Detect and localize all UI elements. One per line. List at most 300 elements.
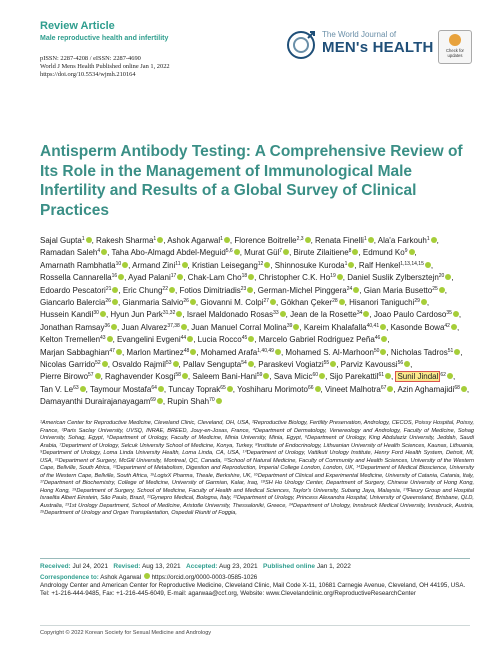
author-affiliation-ref: 20 <box>438 273 445 280</box>
accepted-date: Aug 23, 2021 <box>218 563 258 570</box>
author-affiliation-ref: 26 <box>105 298 111 305</box>
author-affiliation-ref: 4 <box>97 248 101 255</box>
orcid-icon[interactable] <box>305 237 311 243</box>
orcid-icon[interactable] <box>447 373 453 379</box>
published-date: Jan 1, 2022 <box>316 563 351 570</box>
orcid-icon[interactable] <box>280 311 286 317</box>
correspondence-name: Ashok Agarwal <box>100 574 142 581</box>
author-name: Yoshiharu Morimoto <box>237 384 308 394</box>
author-affiliation-ref: 60 <box>312 372 319 379</box>
author-affiliation-ref: 30 <box>93 310 99 317</box>
author-name: Eric Chung <box>122 285 163 295</box>
author-affiliation-ref: 1 <box>363 236 367 242</box>
author <box>275 261 355 270</box>
author <box>294 248 359 257</box>
orcid-icon[interactable] <box>112 287 118 293</box>
author <box>126 348 196 357</box>
published-label: Published online <box>263 563 316 570</box>
journal-line: World J Mens Health Published online Jan 1, 2022 <box>40 63 170 70</box>
orcid-icon[interactable] <box>190 349 196 355</box>
orcid-icon[interactable] <box>101 249 107 255</box>
orcid-icon[interactable] <box>454 349 460 355</box>
author-name: Rakesh Sharma <box>96 236 154 245</box>
author <box>40 348 122 357</box>
logo-top-text: The World Journal of <box>322 30 397 39</box>
orcid-icon[interactable] <box>169 287 175 293</box>
author-affiliation-ref: 40,41 <box>366 322 380 329</box>
author <box>168 385 233 394</box>
accepted-label: Accepted: <box>186 563 218 570</box>
author <box>290 310 369 319</box>
author <box>378 236 437 245</box>
author-name: Gianmaria Salvio <box>122 298 184 308</box>
author-affiliation-ref: 55 <box>323 360 330 367</box>
orcid-icon[interactable] <box>283 249 289 255</box>
author-affiliation-ref: 45 <box>241 335 248 342</box>
author-affiliation-ref: 33 <box>273 310 279 317</box>
orcid-icon[interactable] <box>445 274 451 280</box>
author <box>40 360 108 369</box>
author-name: Giovanni M. Colpi <box>200 298 264 308</box>
author-name: Vineet Malhotra <box>324 384 381 394</box>
author-name: Juan Alvarez <box>121 322 168 332</box>
author-affiliation-ref: 59 <box>256 372 263 379</box>
author-affiliation-ref: 10 <box>115 260 122 267</box>
journal-logo <box>286 30 434 64</box>
author-name: Ayad Palani <box>128 273 171 283</box>
author <box>341 360 410 369</box>
article-type: Review Article <box>40 20 115 32</box>
orcid-icon[interactable] <box>177 274 183 280</box>
orcid-icon[interactable] <box>352 249 358 255</box>
author-name: Kristian Leisegang <box>191 260 258 270</box>
author <box>167 397 221 406</box>
author-affiliation-ref: 29 <box>414 298 420 305</box>
author <box>259 335 388 344</box>
author <box>274 372 325 381</box>
orcid-icon[interactable] <box>363 311 369 317</box>
author <box>117 335 193 344</box>
author-affiliation-ref: 62 <box>440 372 446 379</box>
author-name: Nicholas Tadros <box>390 347 448 357</box>
author-name: Murat Gül <box>244 248 280 258</box>
article-header <box>40 0 470 100</box>
author-name: Raghavender Kosgi <box>105 372 176 382</box>
orcid-icon[interactable] <box>181 324 187 330</box>
orcid-icon[interactable] <box>453 311 459 317</box>
author-name: Chak-Lam Cho <box>187 273 242 283</box>
orcid-icon[interactable] <box>339 299 345 305</box>
orcid-icon[interactable] <box>158 386 164 392</box>
author <box>304 323 386 332</box>
author <box>110 310 182 319</box>
orcid-icon[interactable] <box>234 249 240 255</box>
author <box>40 273 124 282</box>
author-name: Sajal Gupta <box>40 236 82 245</box>
author-name: Amarnath Rambhatla <box>40 260 116 270</box>
author-affiliation-ref: 1 <box>426 236 430 242</box>
orcid-icon[interactable] <box>86 237 92 243</box>
author-name: Kelton Tremellen <box>40 335 101 345</box>
author-affiliation-ref: 1,13,14,15 <box>400 260 424 267</box>
orcid-icon[interactable] <box>190 299 196 305</box>
author-affiliation-ref: 54 <box>241 360 247 367</box>
author <box>40 372 101 381</box>
article-title: Antisperm Antibody Testing: A Comprehensive Review of Its Role in the Management of Immunological Male Infertility and Results of a Global Survey of Clinical Practices <box>40 143 463 219</box>
author-name: Hussein Kandil <box>40 310 94 320</box>
author-name: Renata Finelli <box>315 236 364 245</box>
author-affiliation-ref: 48 <box>183 347 190 354</box>
orcid-icon[interactable] <box>451 324 457 330</box>
orcid-icon[interactable] <box>264 262 270 268</box>
author-name: Daniel Suslik Zylbersztejn <box>347 273 439 283</box>
correspondence <box>40 573 470 598</box>
author-affiliation-ref: 64 <box>151 384 157 391</box>
author <box>112 360 178 369</box>
author <box>192 261 270 270</box>
author <box>40 298 118 307</box>
orcid-icon[interactable] <box>107 336 113 342</box>
orcid-icon[interactable] <box>425 262 431 268</box>
author-affiliation-ref: 7 <box>279 248 283 255</box>
author-name: Tan V. Le <box>40 384 74 394</box>
author <box>397 385 466 394</box>
orcid-icon[interactable] <box>100 311 106 317</box>
author-name: Kareim Khalafalla <box>303 322 367 332</box>
author-name: Armand Zini <box>132 260 176 270</box>
author <box>234 236 310 245</box>
author <box>259 273 343 282</box>
orcid-icon[interactable] <box>224 237 230 243</box>
author-affiliation-ref: 35 <box>446 310 452 317</box>
journal-logo-icon <box>286 30 316 60</box>
author <box>391 348 460 357</box>
author-affiliation-ref: 34 <box>356 310 363 317</box>
copyright-divider <box>40 625 470 626</box>
orcid-icon[interactable] <box>293 324 299 330</box>
author-name: Taha Abo-Almagd Abdel-Meguid <box>111 248 226 258</box>
author <box>188 273 254 282</box>
author <box>258 360 336 369</box>
author-name: Florence Boitrelle <box>234 236 297 245</box>
author <box>330 372 391 381</box>
orcid-icon[interactable] <box>337 274 343 280</box>
author <box>40 397 163 406</box>
author-affiliation-ref: 52 <box>95 360 101 367</box>
author-name: Fotios Dimitriadis <box>179 285 241 295</box>
author-affiliation-ref: 1 <box>81 236 85 242</box>
author <box>349 298 427 307</box>
orcid-icon[interactable] <box>421 299 427 305</box>
author <box>123 286 175 295</box>
author <box>285 348 386 357</box>
orcid-icon[interactable] <box>353 287 359 293</box>
author-affiliation-ref: 25 <box>432 285 438 292</box>
author <box>244 248 289 257</box>
author <box>40 286 118 295</box>
badge-text: Check for updates <box>446 48 464 58</box>
author <box>96 236 163 245</box>
orcid-icon[interactable] <box>187 336 193 342</box>
author-affiliation-ref: 26 <box>183 298 189 305</box>
author-affiliation-ref: 67 <box>380 384 387 391</box>
orcid-icon[interactable] <box>95 373 101 379</box>
author-affiliation-ref: 2,3 <box>296 236 304 242</box>
author-name: Rupin Shah <box>167 397 210 407</box>
author-name: Birute Zilaitiene <box>293 248 349 258</box>
author <box>237 385 320 394</box>
orcid-icon[interactable] <box>270 299 276 305</box>
author <box>40 323 117 332</box>
author-affiliation-ref: 39 <box>286 322 293 329</box>
author <box>374 310 459 319</box>
author-affiliation-ref: 63 <box>73 384 79 391</box>
author-name: Sunil Jindal <box>397 372 439 382</box>
author-affiliation-ref: 9 <box>404 248 408 255</box>
author-name: Sijo Parekattil <box>329 372 379 382</box>
author <box>105 372 188 381</box>
author <box>187 310 286 319</box>
affiliations: ¹American Center for Reproductive Medicine, Cleveland Clinic, Cleveland, OH, USA, ²Reproductive Biology, Fertility Preservation, Andrology, CECOS, Poissy Hospital, Poissy, France, ³Paris Saclay University, UVSQ, INRAE, BREED, Jouy-en-Josas, France, ⁴Department of Dermatology, Venereology and Andrology, Faculty of Medicine, Sohag University, Sohag, Egypt, ⁵Department of Urology, Faculty of Medicine, Minia University, Minia, Egypt, ⁶Department of Urology, King Abdulaziz University, Jeddah, Saudi Arabia, ⁷Department of Urology, Selcuk University School of Medicine, Konya, Turkey, ⁸Institute of Endocrinology, Lithuanian University of Health Sciences, Kaunas, Lithuania, ⁹Department of Urology, Loma Linda University Health, Loma Linda, CA, USA, ¹⁰Department of Urology, Vattikuti Urology Institute, Henry Ford Health System, Detroit, MI, USA, ¹¹Department of Surgery, McGill University, Montreal, QC, Canada, ¹²School of Natural Medicine, Faculty of Community and Health Sciences, University of the Western Cape, Bellville, South Africa, ¹³Department of Metabolism, Digestion and Reproduction, Imperial College London, London, UK, ¹⁴Department of Medical Bioscience, University of the Western Cape, Bellville, South Africa, ¹⁵LogixX Pharma, Theale, Berkshire, UK, ¹⁶Department of Clinical and Experimental Medicine, University of Catania, Catania, Italy, ¹⁷Department of Biochemistry, College of Medicine, University of Garmian, Kalar, Iraq, ¹⁸SH Ho Urology Center, Department of Surgery, Chinese University of Hong Kong, Hong Kong, ¹⁹Department of Surgery, School of Medicine, Faculty of Health and Medical Sciences, Taylor's University, Subang Jaya, Malaysia, ²⁰Fleury Group and Hospital Israelita Albert Einstein, São Paulo, Brazil, ²¹Gynepro Medical, Bologna, Italy, ²²Department of Urology, Princess Alexandra Hospital, University of Queensland, Brisbane, QLD, Australia, ²³1st Urology Department, School of Medicine, Aristotle University, Thessaloniki, Greece, ²⁴Department of Urology, Innsbruck Medical University, Innsbruck, Austria, ²⁵Department of Urology and Organ Transplantation, Ospedali Riuniti of Foggia, <box>40 420 474 516</box>
author-name: Shinnosuke Kuroda <box>274 260 345 270</box>
orcid-icon[interactable] <box>380 324 386 330</box>
author-name: Sava Micic <box>273 372 313 382</box>
orcid-icon[interactable] <box>247 287 253 293</box>
author-name: Mohamed Arafa <box>200 347 258 357</box>
author-name: Jonathan Ramsay <box>40 322 105 332</box>
author <box>122 298 195 307</box>
author-name: Gian Maria Busetto <box>363 285 433 295</box>
orcid-icon[interactable] <box>157 398 163 404</box>
correspondence-orcid[interactable]: https://orcid.org/0000-0003-0585-1026 <box>151 574 258 581</box>
author-affiliation-ref: 12 <box>257 260 264 267</box>
author <box>200 298 276 307</box>
author <box>315 236 374 245</box>
orcid-icon[interactable] <box>102 361 108 367</box>
article-page <box>40 0 474 636</box>
author <box>201 348 281 357</box>
author-affiliation-ref: 21 <box>105 285 112 292</box>
received-date: Jul 24, 2021 <box>72 563 108 570</box>
author <box>128 273 183 282</box>
author <box>258 286 360 295</box>
author-list: Sajal Gupta$^1$ , Rakesh Sharma$^1$ , Ashok Agarwal$^1$ , Florence Boitrelle$^{2,3}$ , Renata Finelli$^1$ , Ala'a Farkouh$^1$ , Ramadan Saleh$^4$ , Taha Abo-Almagd Abdel-Meguid$^{5,6}$ , Murat Gül$^7$ , Birute Zilaitiene$^8$ , Edmund Ko$^9$ , Amarnath Rambhatla$^{10}$ , Armand Zini$^{11}$ , Kristian Leisegang$^{12}$ , Shinnosuke Kuroda$^1$ , Ralf Henkel$^{1,13,14,15}$ , Rossella Cannarella$^{16}$ , Ayad Palani$^{17}$ , Chak-Lam Cho$^{18}$ , Christopher C.K. Ho$^{19}$ , Daniel Suslik Zylbersztejn$^{20}$ , Edoardo Pescatori$^{21}$ , Eric Chung$^{22}$ , Fotios Dimitriadis$^{23}$ , German-Michel Pinggera$^{24}$ , Gian Maria Busetto$^{25}$ , Giancarlo Balercia$^{26}$ , Gianmaria Salvio$^{26}$ , Giovanni M. Colpi$^{27}$ , Gökhan Çeker$^{28}$ , Hisanori Taniguchi$^{29}$ , Hussein Kandil$^{30}$ , Hyun Jun Park$^{31,32}$ , Israel Maldonado Rosas$^{33}$ , Jean de la Rosette$^{34}$ , Joao Paulo Cardoso$^{35}$ , Jonathan Ramsay$^{36}$ , Juan Alvarez$^{37,38}$ , Juan Manuel Corral Molina$^{39}$ , Kareim Khalafalla$^{40,41}$ , Kasonde Bowa$^{42}$ , Kelton Tremellen$^{43}$ , Evangelini Evgeni$^{44}$ , Lucia Rocco$^{45}$ , Marcelo Gabriel Rodriguez Peña$^{46}$ , Marjan Sabbaghian$^{47}$ , Marlon Martinez$^{48}$ , Mohamed Arafa$^{1,40,49}$ , Mohamed S. Al-Marhoon$^{50}$ , Nicholas Tadros$^{51}$ , Nicolas Garrido$^{52}$ , Osvaldo Rajmil$^{53}$ , Pallav Sengupta$^{54}$ , Paraskevi Vogiatzi$^{55}$ , Parviz Kavoussi$^{56}$ , Pierre Birowo$^{57}$ , Raghavender Kosgi$^{58}$ , Saleem Bani-Hani$^{59}$ , Sava Micic$^{60}$ , Sijo Parekattil$^{61}$ , Sunil Jindal $^{62}$ , Tan V. Le$^{63}$ , Taymour Mostafa$^{64}$ , Tuncay Toprak$^{65}$ , Yoshiharu Morimoto$^{66}$ , Vineet Malhotra$^{67}$ , Azin Aghamajidi$^{68}$ , Damayanthi Durairajanayagam$^{69}$ , Rupin Shah$^{70}$ <box>40 236 470 407</box>
author-name: Giancarlo Balercia <box>40 298 106 308</box>
orcid-icon[interactable] <box>439 287 445 293</box>
author-name: Edoardo Pescatori <box>40 285 106 295</box>
author-affiliation-ref: 1 <box>344 260 348 267</box>
author-name: Nicolas Garrido <box>40 360 96 370</box>
author-name: Lucia Rocco <box>197 335 242 345</box>
author-affiliation-ref: 57 <box>88 372 94 379</box>
author <box>359 261 431 270</box>
received-label: Received: <box>40 563 71 570</box>
author-affiliation-ref: 70 <box>209 397 215 404</box>
orcid-icon[interactable] <box>112 299 118 305</box>
orcid-icon[interactable] <box>227 386 233 392</box>
update-check-icon <box>449 34 461 46</box>
orcid-icon[interactable] <box>315 386 321 392</box>
orcid-icon[interactable] <box>409 249 415 255</box>
author <box>90 385 164 394</box>
orcid-icon[interactable] <box>80 386 86 392</box>
author <box>40 310 106 319</box>
orcid-icon[interactable] <box>381 336 387 342</box>
author-name: Tuncay Toprak <box>168 384 221 394</box>
orcid-icon[interactable] <box>173 361 179 367</box>
author-name: German-Michel Pinggera <box>257 285 347 295</box>
author-name: Gökhan Çeker <box>280 298 333 308</box>
author-name: Ashok Agarwal <box>167 236 221 245</box>
orcid-icon[interactable] <box>176 311 182 317</box>
author-affiliation-ref: 19 <box>330 273 336 280</box>
author-name: Azin Aghamajidi <box>397 384 455 394</box>
orcid-icon[interactable] <box>116 349 122 355</box>
author <box>40 248 107 257</box>
author-name: Evangelini Evgeni <box>117 335 181 345</box>
author-name: Pallav Sengupta <box>182 360 242 370</box>
author-affiliation-ref: 37,38 <box>167 322 180 329</box>
footer-divider <box>40 558 470 559</box>
orcid-icon[interactable] <box>263 373 269 379</box>
author-name: Ramadan Saleh <box>40 248 98 258</box>
author-name: Mohamed S. Al-Marhoon <box>285 347 374 357</box>
author-name: Joao Paulo Cardoso <box>373 310 447 320</box>
author-name: Rossella Cannarella <box>40 273 112 283</box>
author-affiliation-ref: 18 <box>241 273 248 280</box>
orcid-icon[interactable] <box>275 349 281 355</box>
author <box>132 261 187 270</box>
author-name: Jean de la Rosette <box>290 310 357 320</box>
article-dates <box>40 563 351 570</box>
correspondence-label: Correspondence to: <box>40 574 99 581</box>
author <box>192 372 269 381</box>
author-name: Pierre Birowo <box>40 372 89 382</box>
author <box>325 385 393 394</box>
author-affiliation-ref: 24 <box>346 285 353 292</box>
author-name: Israel Maldonado Rosas <box>186 310 274 320</box>
author-affiliation-ref: 28 <box>332 298 338 305</box>
author-affiliation-ref: 8 <box>348 248 352 255</box>
author-name: Kasonde Bowa <box>390 322 445 332</box>
author-affiliation-ref: 69 <box>150 397 156 404</box>
copyright: Copyright © 2022 Korean Society for Sexual Medicine and Andrology <box>40 630 212 636</box>
author <box>111 248 239 257</box>
orcid-icon[interactable] <box>461 386 467 392</box>
author-affiliation-ref: 66 <box>307 384 314 391</box>
orcid-icon[interactable] <box>111 324 117 330</box>
author <box>198 335 255 344</box>
author <box>167 236 230 245</box>
orcid-icon[interactable] <box>380 349 386 355</box>
author-name: Damayanthi Durairajanayagam <box>40 397 151 407</box>
orcid-icon[interactable] <box>348 262 354 268</box>
author-name: Marcelo Gabriel Rodriguez Peña <box>258 335 375 345</box>
author-name: Marlon Martinez <box>126 347 184 357</box>
author-affiliation-ref: 22 <box>162 285 168 292</box>
author-name: Paraskevi Vogiatzi <box>258 360 324 370</box>
author <box>391 323 457 332</box>
orcid-icon[interactable] <box>431 237 437 243</box>
author-affiliation-ref: 1 <box>220 236 223 242</box>
author-name: Taymour Mostafa <box>89 384 152 394</box>
orcid-icon[interactable] <box>368 237 374 243</box>
author <box>191 323 299 332</box>
author <box>40 385 86 394</box>
orcid-icon[interactable] <box>385 373 391 379</box>
author-name: Ala'a Farkouh <box>377 236 427 245</box>
orcid-icon[interactable] <box>248 336 254 342</box>
author <box>363 248 415 257</box>
orcid-icon[interactable] <box>387 386 393 392</box>
revised-date: Aug 13, 2021 <box>141 563 181 570</box>
author <box>179 286 253 295</box>
author-name: Saleem Bani-Hani <box>192 372 257 382</box>
orcid-icon[interactable] <box>122 262 128 268</box>
orcid-icon[interactable] <box>404 361 410 367</box>
author-name: Edmund Ko <box>362 248 405 258</box>
orcid-icon[interactable] <box>216 398 222 404</box>
author-affiliation-ref: 27 <box>263 298 270 305</box>
author-affiliation-ref: 1,40,49 <box>257 347 274 354</box>
orcid-icon[interactable] <box>248 274 254 280</box>
issn: pISSN: 2287-4208 / eISSN: 2287-4690 <box>40 55 141 62</box>
author-name: Parviz Kavoussi <box>340 360 398 370</box>
doi-link[interactable]: https://doi.org/10.5534/wjmh.210164 <box>40 71 136 78</box>
author-affiliation-ref: 17 <box>170 273 177 280</box>
author-affiliation-ref: 50 <box>373 347 380 354</box>
orcid-icon[interactable] <box>319 373 325 379</box>
correspondence-contact[interactable]: Tel: +1-216-444-9485, Fax: +1-216-445-6049, E-mail: agarwaa@ccf.org, Website: www.Clevelandclinic.org/ReproductiveResearchCenter <box>40 590 416 597</box>
author-name: Christopher C.K. Ho <box>258 273 331 283</box>
author-affiliation-ref: 51 <box>447 347 454 354</box>
author-affiliation-ref: 65 <box>220 384 226 391</box>
author-affiliation-ref: 31,32 <box>162 310 176 317</box>
author-affiliation-ref: 43 <box>100 335 106 342</box>
orcid-icon[interactable] <box>248 361 254 367</box>
author-name: Hisanori Taniguchi <box>349 298 415 308</box>
author-affiliation-ref: 46 <box>374 335 381 342</box>
orcid-icon[interactable] <box>157 237 163 243</box>
orcid-icon[interactable] <box>182 262 188 268</box>
author-name: Osvaldo Rajmil <box>112 360 166 370</box>
author-affiliation-ref: 44 <box>180 335 187 342</box>
author <box>40 335 113 344</box>
correspondence-address: Andrology Center and American Center for Reproductive Medicine, Cleveland Clinic, Mail Code X-11, 10681 Carnegie Avenue, Cleveland, OH 44195, USA. <box>40 582 466 589</box>
author-name: Juan Manuel Corral Molina <box>191 322 287 332</box>
check-for-updates-badge[interactable] <box>438 30 472 64</box>
orcid-icon[interactable] <box>118 274 124 280</box>
orcid-icon[interactable] <box>182 373 188 379</box>
author-affiliation-ref: 56 <box>397 360 404 367</box>
author <box>364 286 445 295</box>
author <box>395 372 452 381</box>
orcid-icon[interactable] <box>330 361 336 367</box>
author-affiliation-ref: 58 <box>175 372 181 379</box>
author-affiliation-ref: 47 <box>109 347 115 354</box>
author-affiliation-ref: 42 <box>444 322 450 329</box>
author-affiliation-ref: 11 <box>175 260 181 267</box>
orcid-icon[interactable] <box>144 573 150 579</box>
journal-meta <box>40 55 170 79</box>
author <box>122 323 187 332</box>
revised-label: Revised: <box>113 563 141 570</box>
author <box>347 273 451 282</box>
author-affiliation-ref: 23 <box>240 285 247 292</box>
author-affiliation-ref: 36 <box>104 322 111 329</box>
logo-main-text: MEN's HEALTH <box>322 39 434 56</box>
author <box>280 298 344 307</box>
